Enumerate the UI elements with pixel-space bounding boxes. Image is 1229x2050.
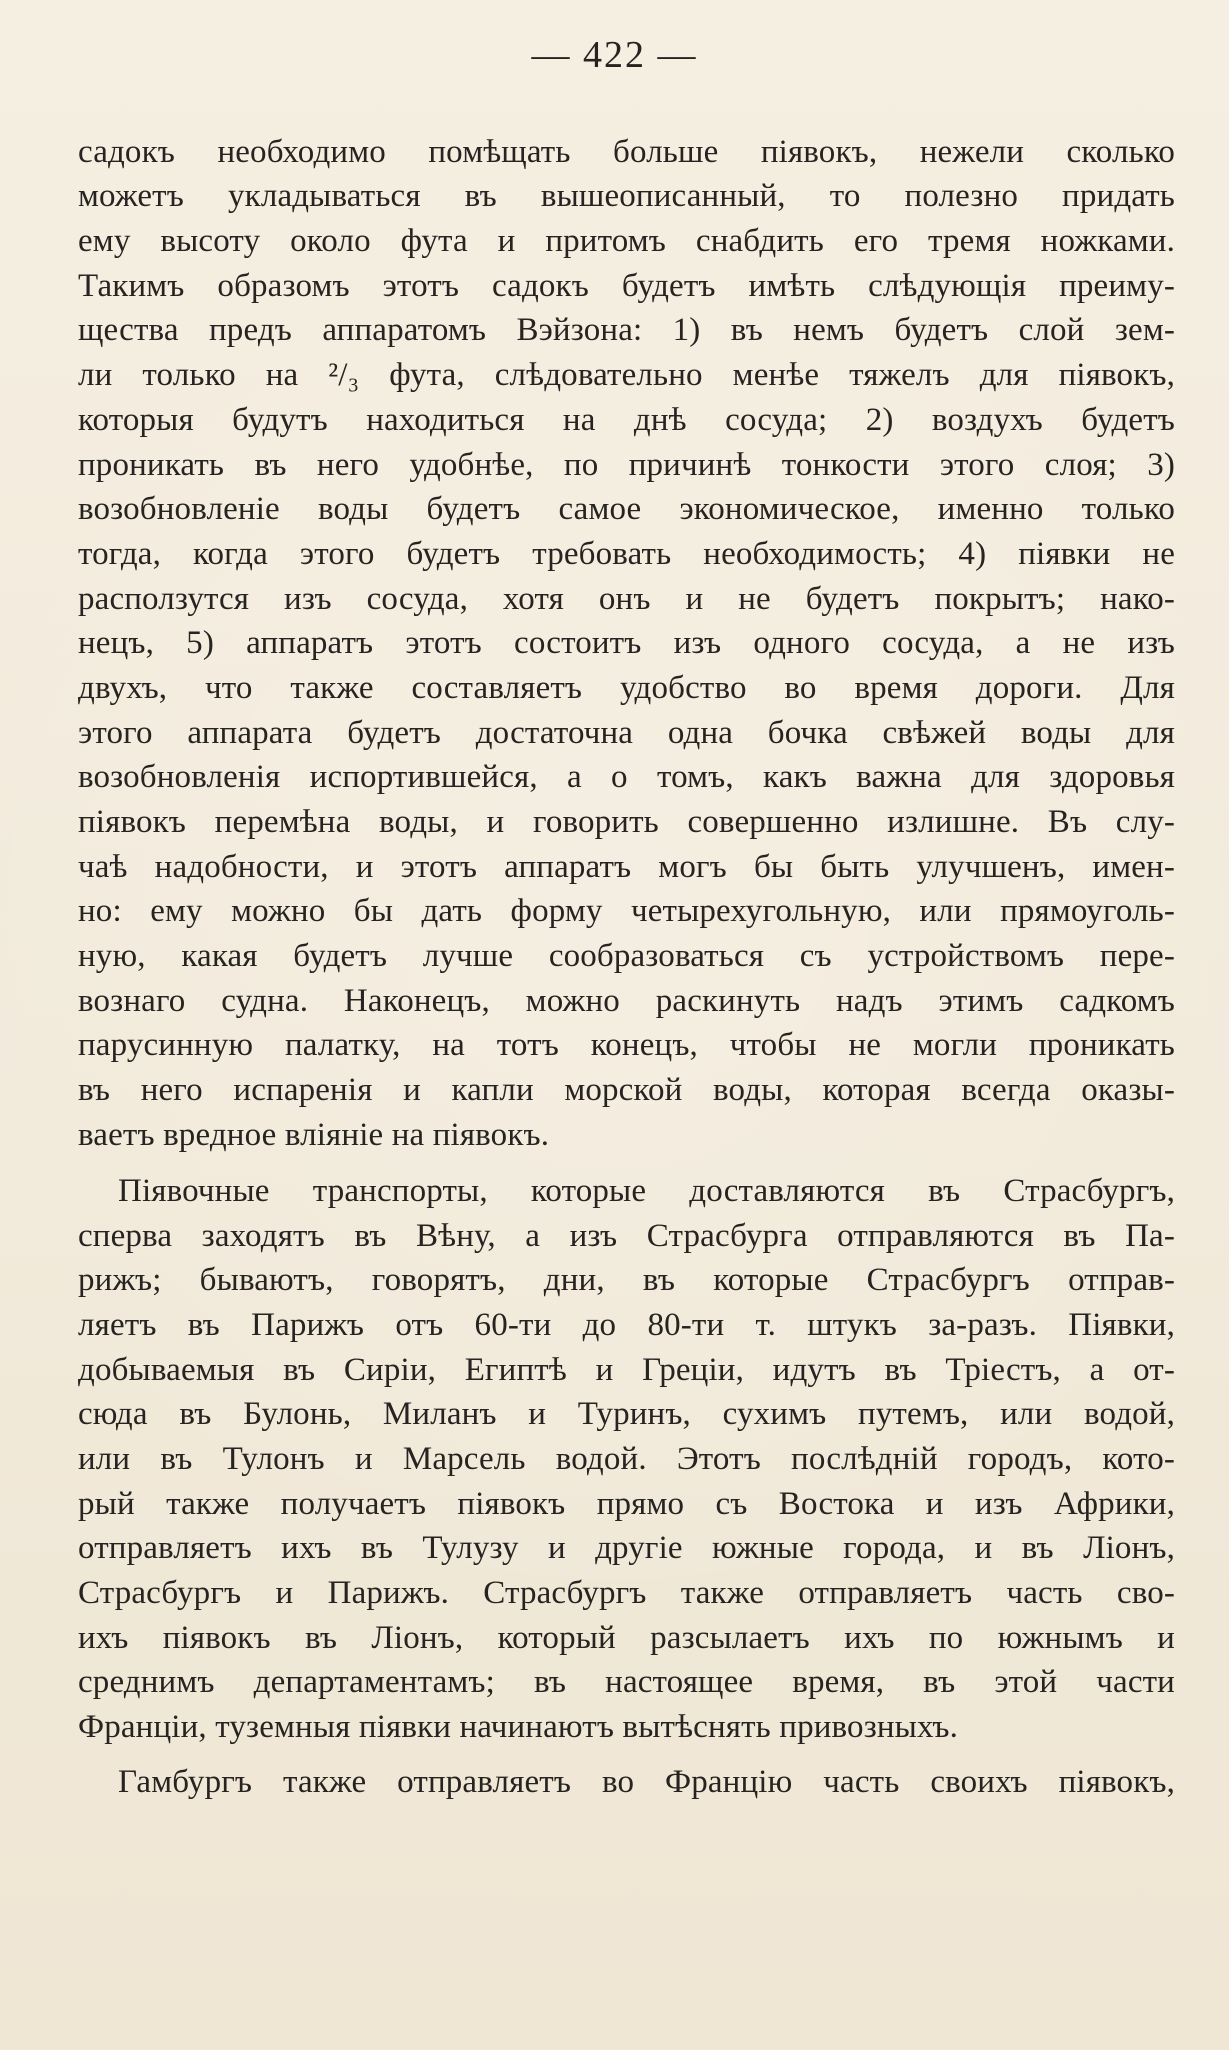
text-line: сюда въ Булонь, Миланъ и Туринъ, сухимъ путемъ, или водой, bbox=[78, 1396, 1175, 1432]
text-line: Франціи, туземныя піявки начинаютъ вытѣснять привозныхъ. bbox=[78, 1709, 959, 1745]
text-line: Піявочные транспорты, которые доставляются въ Страсбургъ, bbox=[118, 1173, 1175, 1209]
text-line: ляетъ въ Парижъ отъ 60-ти до 80-ти т. штукъ за-разъ. Піявки, bbox=[78, 1307, 1175, 1343]
text-line: двухъ, что также составляетъ удобство во время дороги. Для bbox=[78, 670, 1175, 706]
text-line: піявокъ перемѣна воды, и говорить совершенно излишне. Въ слу- bbox=[78, 804, 1175, 840]
text-line: отправляетъ ихъ въ Тулузу и другіе южные города, и въ Ліонъ, bbox=[78, 1530, 1175, 1566]
text-line: которыя будутъ находиться на днѣ сосуда; 2) воздухъ будетъ bbox=[78, 402, 1175, 438]
text-line: садокъ необходимо помѣщать больше піявокъ, нежели сколько bbox=[78, 134, 1175, 170]
text-line: возобновленія испортившейся, а о томъ, какъ важна для здоровья bbox=[78, 759, 1175, 795]
text-line: но: ему можно бы дать форму четырехугольную, или прямоуголь- bbox=[78, 893, 1175, 929]
text-line: проникать въ него удобнѣе, по причинѣ тонкости этого слоя; 3) bbox=[78, 447, 1175, 483]
text-line: возобновленіе воды будетъ самое экономическое, именно только bbox=[78, 491, 1175, 527]
text-line: Гамбургъ также отправляетъ во Францію часть своихъ піявокъ, bbox=[118, 1764, 1175, 1800]
text-line: ихъ піявокъ въ Ліонъ, который разсылаетъ ихъ по южнымъ и bbox=[78, 1620, 1175, 1656]
text-line: рижъ; бываютъ, говорятъ, дни, въ которые Страсбургъ отправ- bbox=[78, 1262, 1175, 1298]
text-line: или въ Тулонъ и Марсель водой. Этотъ послѣдній городъ, кото- bbox=[78, 1441, 1175, 1477]
text-line: сперва заходятъ въ Вѣну, а изъ Страсбурга отправляются въ Па- bbox=[78, 1218, 1175, 1254]
text-line: въ него испаренія и капли морской воды, которая всегда оказы- bbox=[78, 1072, 1175, 1108]
page-number: — 422 — bbox=[531, 34, 698, 76]
text-line: ную, какая будетъ лучше сообразоваться съ устройствомъ пере- bbox=[78, 938, 1175, 974]
text-line: этого аппарата будетъ достаточна одна бочка свѣжей воды для bbox=[78, 715, 1175, 751]
text-line: ему высоту около фута и притомъ снабдить его тремя ножками. bbox=[78, 223, 1175, 259]
text-line: чаѣ надобности, и этотъ аппаратъ могъ бы быть улучшенъ, имен- bbox=[78, 849, 1175, 885]
text-line: щества предъ аппаратомъ Вэйзона: 1) въ немъ будетъ слой зем- bbox=[78, 312, 1175, 348]
text-line: расползутся изъ сосуда, хотя онъ и не будетъ покрытъ; нако- bbox=[78, 581, 1175, 617]
text-line: парусинную палатку, на тотъ конецъ, чтобы не могли проникать bbox=[78, 1027, 1175, 1063]
text-line: ли только на ²/₃ фута, слѣдовательно менѣе тяжелъ для піявокъ, bbox=[78, 357, 1175, 393]
text-line: вознаго судна. Наконецъ, можно раскинуть надъ этимъ садкомъ bbox=[78, 983, 1175, 1019]
text-line: Такимъ образомъ этотъ садокъ будетъ имѣть слѣдующія преиму- bbox=[78, 268, 1175, 304]
text-line: добываемыя въ Сиріи, Египтѣ и Греціи, идутъ въ Тріестъ, а от- bbox=[78, 1352, 1175, 1388]
text-line: нецъ, 5) аппаратъ этотъ состоитъ изъ одного сосуда, а не изъ bbox=[78, 625, 1175, 661]
text-line: среднимъ департаментамъ; въ настоящее время, въ этой части bbox=[78, 1664, 1175, 1700]
text-line: рый также получаетъ піявокъ прямо съ Востока и изъ Африки, bbox=[78, 1486, 1175, 1522]
text-line: Страсбургъ и Парижъ. Страсбургъ также отправляетъ часть сво- bbox=[78, 1575, 1175, 1611]
text-line: тогда, когда этого будетъ требовать необходимость; 4) піявки не bbox=[78, 536, 1175, 572]
text-line: можетъ укладываться въ вышеописанный, то полезно придать bbox=[78, 178, 1175, 214]
text-line: ваетъ вредное вліяніе на піявокъ. bbox=[78, 1117, 550, 1153]
